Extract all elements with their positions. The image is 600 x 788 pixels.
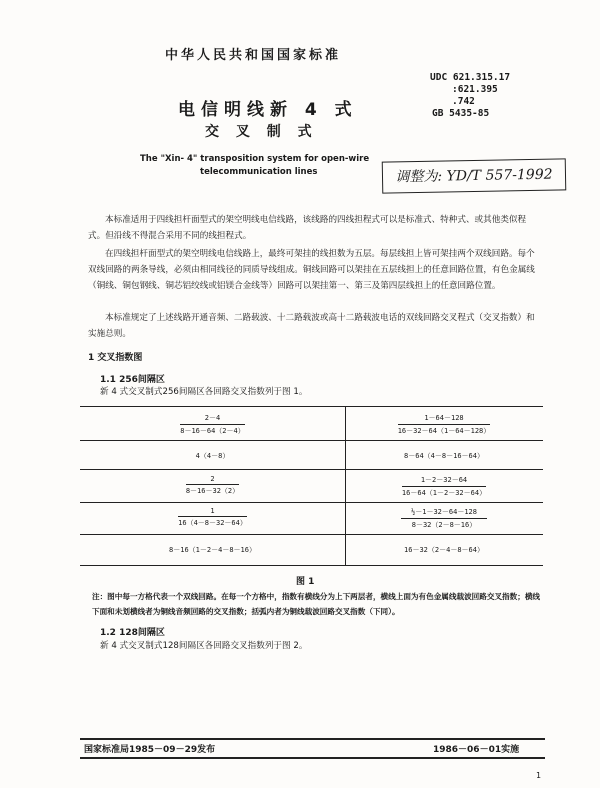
section-1-2-text: 新 4 式交叉制式128间隔区各回路交叉指数列于图 2。 (100, 641, 308, 651)
section-1-1-text: 新 4 式交叉制式256间隔区各回路交叉指数列于图 1。 (100, 387, 308, 397)
page-number: 1 (536, 771, 542, 780)
intro-paragraph-1: 本标准适用于四线担杆面型式的架空明线电信线路，该线路的四线担程式可以是标准式、特种式、或其他类似程式。但沿线不得混合采用不同的线担程式。 (88, 215, 527, 241)
grid-cell-r2-right: 8－64（4－8－16－64） (404, 452, 484, 460)
adjustment-stamp: 调整为: YD/T 557-1992 (382, 158, 567, 193)
cell-lower-index: 8－16－32（2） (185, 487, 240, 495)
doc-title-en-line-1: The "Xin- 4" transposition system for open-wire (140, 154, 370, 164)
cell-upper-index: ½－1－32－64－128 (401, 507, 487, 519)
doc-title-en-line-2: telecommunication lines (200, 167, 318, 177)
issuer-date: 国家标准局1985－09－29发布 (84, 745, 216, 755)
section-1-2-heading: 1.2 128间隔区 (100, 628, 165, 638)
grid-divider-row-2 (80, 469, 543, 470)
grid-cell-r3-left (80, 475, 345, 496)
footer-rule-bottom (80, 757, 545, 759)
udc-block (430, 72, 510, 120)
cell-lower-index: 8－32（2－8－16） (411, 521, 477, 529)
grid-divider-row-1 (80, 440, 543, 441)
grid-cell-r3-right (345, 475, 543, 498)
intro-paragraph-2: 在四线担杆面型式的架空明线电信线路上，最终可架挂的线担数为五层。每层线担上皆可架挂两个双线回路。每个双线回路的两条导线，必须由相同线径的同质导线组成。铜线回路可以架挂在五层线担上的任意回路位置，有色金属线（铜线、铜包钢线、铜芯铝绞线或铝镁合金线等）回路可以架挂第一、第三及第四层线担上的任意回路位置。 (88, 249, 535, 291)
doc-title-en (140, 153, 369, 179)
section-1-1-heading: 1.1 256间隔区 (100, 375, 165, 385)
grid-cell-r5-left: 8－16（1－2－4－8－16） (169, 546, 256, 554)
footer-rule-top (80, 738, 545, 740)
grid-cell-r5-right: 16－32（2－4－8－64） (404, 546, 484, 554)
cell-lower-index: 16－64（1－2－32－64） (401, 489, 487, 497)
cell-upper-index: 1 (178, 507, 247, 517)
cell-upper-index: 2 (186, 475, 239, 485)
grid-divider-row-3 (80, 502, 543, 503)
cell-lower-index: 8－16－64（2－4） (180, 427, 245, 435)
grid-cell-r1-left (80, 413, 345, 436)
figure-1-grid (80, 406, 543, 566)
nation-standard-heading: 中华人民共和国国家标准 (165, 48, 342, 63)
grid-cell-r2-left: 4（4－8） (195, 452, 230, 460)
cell-lower-index: 16－32－64（1－64－128） (397, 427, 491, 435)
figure-1-caption: 图 1 (296, 577, 315, 587)
doc-subtitle-zh: 交 叉 制 式 (205, 124, 318, 140)
cell-lower-index: 16（4－8－32－64） (178, 519, 247, 527)
grid-cell-r1-right (345, 413, 543, 436)
effective-date: 1986－06－01实施 (433, 745, 520, 755)
grid-cell-r4-right (345, 507, 543, 530)
intro-paragraph-3: 本标准规定了上述线路开通音频、二路载波、十二路载波或高十二路载波电话的双线回路交叉程式（交叉指数）和实施总则。 (88, 313, 535, 339)
udc-line-1: UDC 621.315.17 (430, 72, 511, 83)
doc-title-zh: 电信明线新 4 式 (178, 100, 358, 120)
cell-upper-index: 1－2－32－64 (402, 475, 486, 487)
udc-line-2: :621.395 (452, 84, 498, 95)
udc-line-3: .742 (452, 96, 475, 107)
cell-upper-index: 1－64－128 (398, 413, 491, 425)
grid-cell-r4-left (80, 507, 345, 528)
cell-upper-index: 2－4 (180, 413, 245, 425)
figure-note: 注：图中每一方格代表一个双线回路。在每一个方格中，指数有横线分为上下两层者，横线上面为有色金属线载波回路交叉指数；横线下面和未划横线者为铜线音频回路的交叉指数；括弧内者为铜线载波回路交叉指数（下同）。 (92, 592, 541, 616)
gb-code: GB 5435-85 (432, 108, 490, 119)
section-1-heading: 1 交叉指数图 (88, 353, 143, 363)
grid-divider-row-4 (80, 534, 543, 535)
